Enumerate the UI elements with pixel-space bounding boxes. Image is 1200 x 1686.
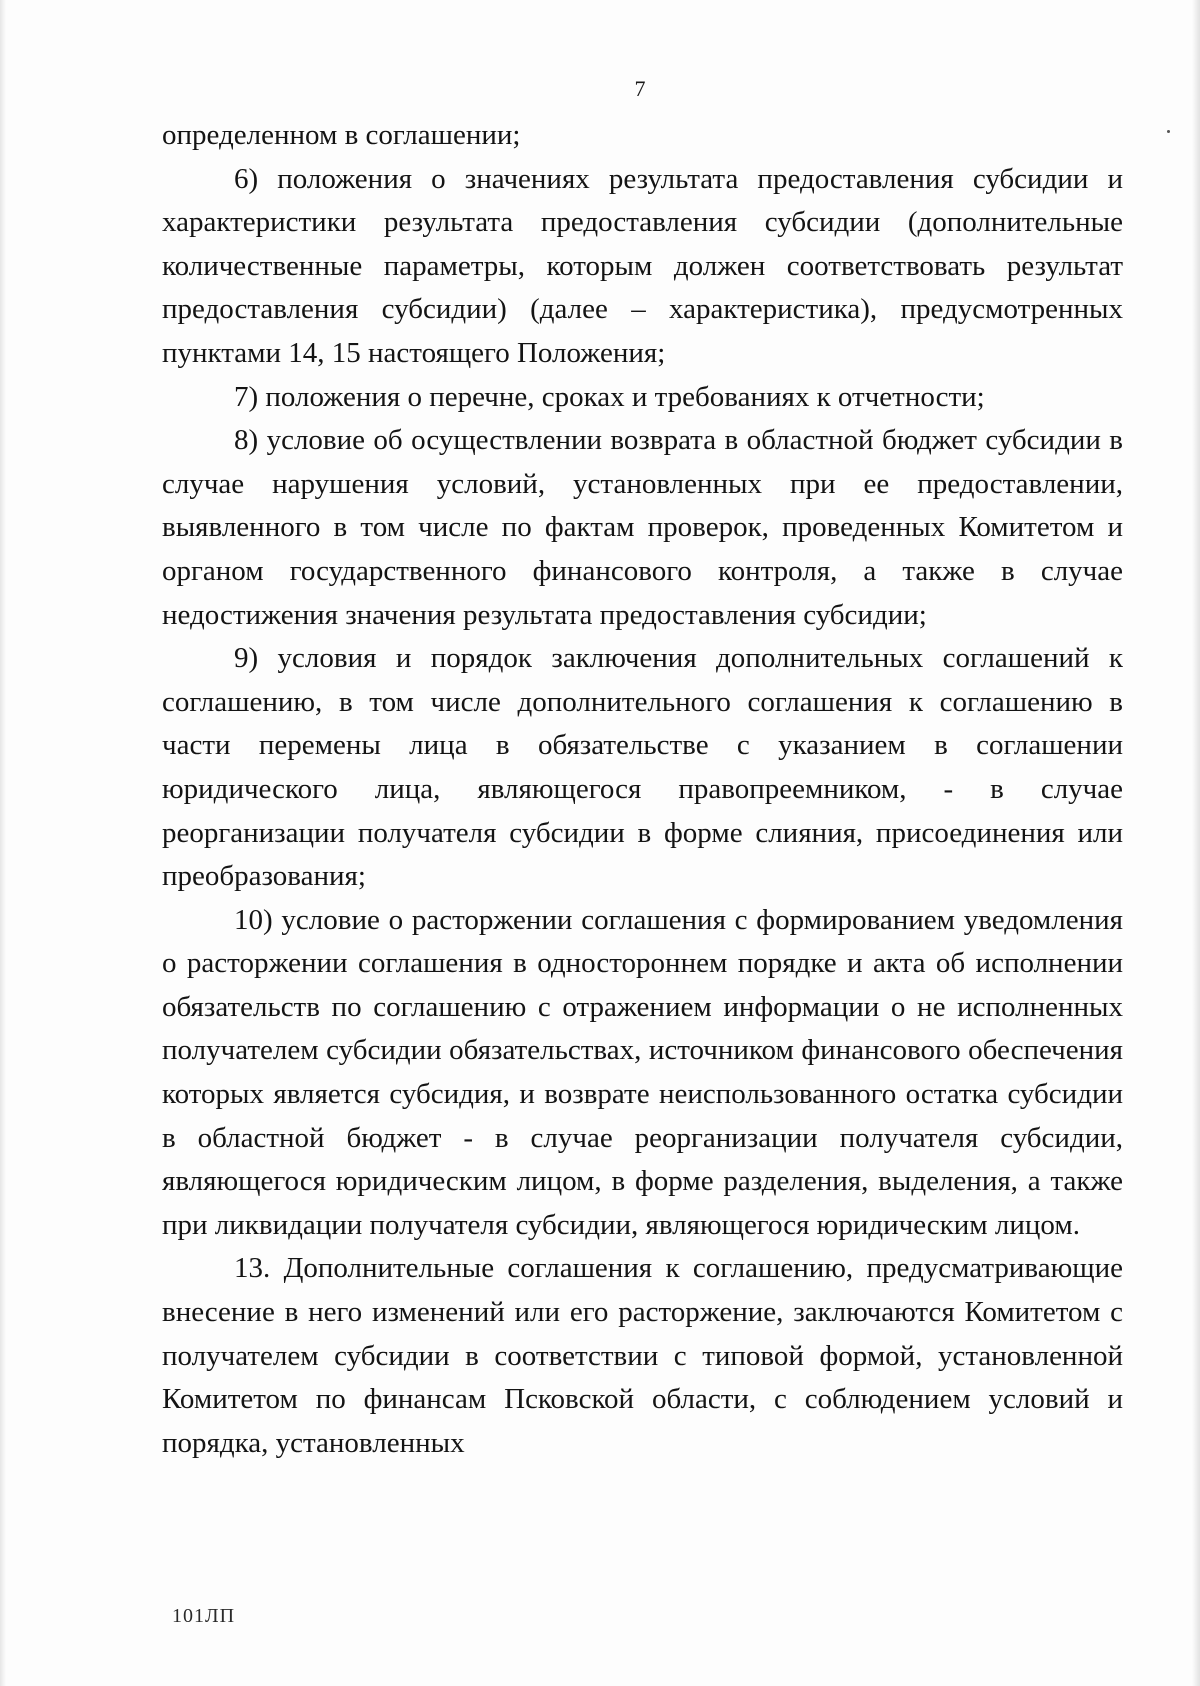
paragraph-item-7: 7) положения о перечне, сроках и требованиях к отчетности; (234, 380, 985, 413)
footer-document-code: 101ЛП (172, 1605, 236, 1627)
scan-edge-right (1192, 0, 1200, 1686)
document-body (162, 114, 1123, 1465)
paragraph-item-6: 6) положения о значениях результата предоставления субсидии и характеристики результата предоставления субсидии (дополнительные количественные параметры, которым должен соответствовать результат предоставления субсидии) (далее – характеристика), предусмотренных пунктами 14, 15 настоящего Положения; (162, 162, 1123, 369)
paragraph-item-10: 10) условие о расторжении соглашения с формированием уведомления о расторжении соглашения в одностороннем порядке и акта об исполнении обязательств по соглашению с отражением информации о не исполненных получателем субсидии обязательствах, источником финансового обеспечения которых является субсидия, и возврате неиспользованного остатка субсидии в областной бюджет - в случае реорганизации получателя субсидии, являющегося юридическим лицом, в форме разделения, выделения, а также при ликвидации получателя субсидии, являющегося юридическим лицом. (162, 903, 1123, 1241)
paragraph-continuation: определенном в соглашении; (162, 119, 521, 151)
scan-edge-left (0, 0, 6, 1686)
paragraph-item-9: 9) условия и порядок заключения дополнительных соглашений к соглашению, в том числе дополнительного соглашения к соглашению в части перемены лица в обязательстве с указанием в соглашении юридического лица, являющегося правопреемником, - в случае реорганизации получателя субсидии в форме слияния, присоединения или преобразования; (162, 642, 1123, 893)
paragraph-item-8: 8) условие об осуществлении возврата в областной бюджет субсидии в случае нарушения условий, установленных при ее предоставлении, выявленного в том числе по фактам проверок, проведенных Комитетом и органом государственного финансового контроля, а также в случае недостижения значения результата предоставления субсидии; (162, 424, 1123, 631)
paragraph-clause-13: 13. Дополнительные соглашения к соглашению, предусматривающие внесение в него изменений или его расторжение, заключаются Комитетом с получателем субсидии в соответствии с типовой формой, установленной Комитетом по финансам Псковской области, с соблюдением условий и порядка, установленных (162, 1252, 1123, 1459)
scan-speck (1167, 130, 1170, 133)
page-number: 7 (634, 76, 646, 101)
